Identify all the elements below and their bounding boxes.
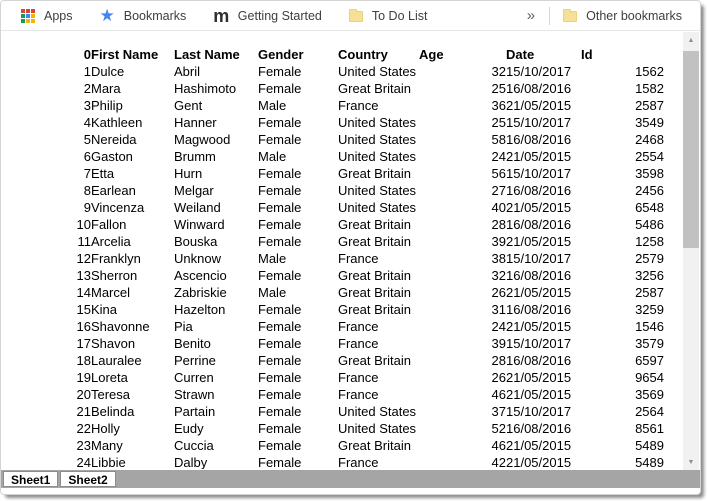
cell-age: 39 <box>491 234 506 249</box>
cell-age: 42 <box>491 455 506 469</box>
table-header-row <box>1 46 664 63</box>
cell-gender: Female <box>258 336 302 351</box>
cell-first-name: Earlean <box>91 183 136 198</box>
cell-first-name: Belinda <box>91 404 135 419</box>
cell-country: Great Britain <box>338 353 411 368</box>
bookmark-todo-list-label: To Do List <box>371 8 428 23</box>
tab-sheet2[interactable]: Sheet2 <box>60 471 115 487</box>
cell-last-name: Hurn <box>174 166 203 181</box>
cell-date: 21/05/2015 <box>506 370 572 385</box>
table-row <box>1 80 664 97</box>
cell-first-name: Mara <box>91 81 121 96</box>
scroll-down-icon[interactable]: ▼ <box>687 459 695 466</box>
table-row <box>1 403 664 420</box>
overflow-chevron-icon[interactable]: » <box>526 7 536 24</box>
cell-first-name: Vincenza <box>91 200 145 215</box>
cell-country: Great Britain <box>338 302 411 317</box>
cell-first-name: Nereida <box>91 132 137 147</box>
cell-row-index: 23 <box>76 438 91 453</box>
cell-gender: Female <box>258 438 302 453</box>
cell-gender: Female <box>258 404 302 419</box>
cell-id: 2587 <box>635 98 664 113</box>
cell-gender: Female <box>258 64 302 79</box>
cell-date: 16/08/2016 <box>506 81 572 96</box>
cell-last-name: Zabriskie <box>174 285 227 300</box>
cell-country: France <box>338 98 379 113</box>
header-gender: Gender <box>258 47 304 62</box>
cell-id: 6597 <box>635 353 664 368</box>
table-row <box>1 97 664 114</box>
cell-id: 5486 <box>635 217 664 232</box>
bookmarks-bar <box>1 1 700 31</box>
cell-age: 39 <box>491 336 506 351</box>
table-row <box>1 131 664 148</box>
cell-first-name: Sherron <box>91 268 138 283</box>
cell-gender: Female <box>258 166 302 181</box>
cell-id: 1258 <box>635 234 664 249</box>
cell-row-index: 1 <box>83 64 91 79</box>
cell-country: United States <box>338 404 417 419</box>
cell-date: 21/05/2015 <box>506 319 572 334</box>
cell-gender: Male <box>258 98 287 113</box>
cell-id: 2564 <box>635 404 664 419</box>
cell-last-name: Eudy <box>174 421 204 436</box>
cell-first-name: Gaston <box>91 149 133 164</box>
mozilla-m-icon: m <box>213 5 229 26</box>
cell-country: France <box>338 319 379 334</box>
cell-country: United States <box>338 183 417 198</box>
cell-id: 2456 <box>635 183 664 198</box>
cell-age: 46 <box>491 438 506 453</box>
cell-country: Great Britain <box>338 234 411 249</box>
table-row <box>1 199 664 216</box>
table-row <box>1 165 664 182</box>
cell-first-name: Many <box>91 438 123 453</box>
cell-gender: Male <box>258 149 287 164</box>
cell-gender: Female <box>258 387 302 402</box>
cell-date: 21/05/2015 <box>506 200 572 215</box>
cell-row-index: 5 <box>83 132 91 147</box>
cell-country: France <box>338 251 379 266</box>
cell-id: 9654 <box>635 370 664 385</box>
cell-id: 2468 <box>635 132 664 147</box>
cell-last-name: Hashimoto <box>174 81 237 96</box>
header-country: Country <box>338 47 388 62</box>
cell-row-index: 3 <box>83 98 91 113</box>
cell-last-name: Curren <box>174 370 214 385</box>
cell-row-index: 21 <box>76 404 91 419</box>
cell-row-index: 8 <box>83 183 91 198</box>
cell-gender: Female <box>258 132 302 147</box>
cell-last-name: Benito <box>174 336 211 351</box>
header-id: Id <box>581 47 593 62</box>
cell-first-name: Franklyn <box>91 251 141 266</box>
cell-country: France <box>338 387 379 402</box>
header-last-name: Last Name <box>174 47 240 62</box>
cell-country: Great Britain <box>338 217 411 232</box>
cell-country: Great Britain <box>338 268 411 283</box>
scroll-up-icon[interactable]: ▲ <box>687 37 695 44</box>
tab-sheet1[interactable]: Sheet1 <box>3 471 58 487</box>
cell-age: 26 <box>491 370 506 385</box>
cell-id: 2579 <box>635 251 664 266</box>
cell-id: 1562 <box>635 64 664 79</box>
cell-gender: Female <box>258 370 302 385</box>
cell-age: 24 <box>491 319 506 334</box>
cell-country: United States <box>338 421 417 436</box>
cell-date: 21/05/2015 <box>506 98 572 113</box>
header-age: Age <box>419 47 444 62</box>
cell-last-name: Bouska <box>174 234 218 249</box>
cell-last-name: Melgar <box>174 183 214 198</box>
cell-date: 16/08/2016 <box>506 302 572 317</box>
cell-row-index: 10 <box>76 217 91 232</box>
cell-first-name: Shavon <box>91 336 136 351</box>
vertical-scrollbar[interactable] <box>683 32 699 471</box>
table-row <box>1 114 664 131</box>
folder-icon <box>563 11 577 22</box>
cell-age: 31 <box>491 302 506 317</box>
cell-country: United States <box>338 64 417 79</box>
cell-age: 46 <box>491 387 506 402</box>
cell-last-name: Abril <box>174 64 201 79</box>
table-row <box>1 284 664 301</box>
cell-id: 2587 <box>635 285 664 300</box>
cell-first-name: Holly <box>91 421 120 436</box>
cell-id: 3549 <box>635 115 664 130</box>
bookmark-getting-started-label: Getting Started <box>237 8 322 23</box>
cell-id: 3569 <box>635 387 664 402</box>
cell-country: France <box>338 455 379 469</box>
bookmark-bookmarks[interactable] <box>99 5 187 25</box>
cell-age: 32 <box>491 64 506 79</box>
cell-last-name: Weiland <box>174 200 221 215</box>
cell-gender: Female <box>258 421 302 436</box>
cell-age: 27 <box>491 183 506 198</box>
cell-age: 28 <box>491 353 506 368</box>
cell-last-name: Ascencio <box>174 268 227 283</box>
cell-age: 58 <box>491 132 506 147</box>
cell-last-name: Partain <box>174 404 216 419</box>
table-row <box>1 216 664 233</box>
cell-gender: Female <box>258 302 302 317</box>
cell-date: 16/08/2016 <box>506 183 572 198</box>
table-row <box>1 352 664 369</box>
cell-last-name: Hanner <box>174 115 217 130</box>
table-row <box>1 182 664 199</box>
cell-row-index: 12 <box>76 251 91 266</box>
cell-row-index: 15 <box>76 302 91 317</box>
cell-row-index: 20 <box>76 387 91 402</box>
cell-first-name: Kathleen <box>91 115 143 130</box>
cell-row-index: 19 <box>76 370 91 385</box>
table-row <box>1 267 664 284</box>
cell-date: 21/05/2015 <box>506 149 572 164</box>
cell-country: France <box>338 370 379 385</box>
cell-age: 24 <box>491 149 506 164</box>
cell-date: 21/05/2015 <box>506 234 572 249</box>
cell-row-index: 7 <box>83 166 91 181</box>
table-row <box>1 335 664 352</box>
table-body <box>1 63 664 469</box>
cell-gender: Female <box>258 200 302 215</box>
cell-first-name: Loreta <box>91 370 128 385</box>
cell-row-index: 17 <box>76 336 91 351</box>
table-row <box>1 420 664 437</box>
cell-date: 21/05/2015 <box>506 455 572 469</box>
cell-date: 21/05/2015 <box>506 387 572 402</box>
cell-age: 28 <box>491 217 506 232</box>
cell-last-name: Gent <box>174 98 203 113</box>
header-row-index: 0 <box>83 47 91 62</box>
cell-last-name: Dalby <box>174 455 208 469</box>
cell-date: 15/10/2017 <box>506 166 572 181</box>
cell-id: 6548 <box>635 200 664 215</box>
cell-date: 16/08/2016 <box>506 217 572 232</box>
cell-id: 3259 <box>635 302 664 317</box>
cell-first-name: Shavonne <box>91 319 150 334</box>
cell-row-index: 9 <box>83 200 91 215</box>
cell-first-name: Etta <box>91 166 115 181</box>
table-row <box>1 369 664 386</box>
cell-gender: Female <box>258 234 302 249</box>
table-row <box>1 386 664 403</box>
cell-row-index: 24 <box>76 455 91 469</box>
table-row <box>1 454 664 469</box>
cell-first-name: Philip <box>91 98 123 113</box>
cell-gender: Female <box>258 217 302 232</box>
cell-id: 5489 <box>635 438 664 453</box>
cell-last-name: Hazelton <box>174 302 226 317</box>
bookmark-bookmarks-label: Bookmarks <box>123 8 187 23</box>
cell-date: 16/08/2016 <box>506 132 572 147</box>
cell-date: 15/10/2017 <box>506 251 572 266</box>
cell-country: Great Britain <box>338 285 411 300</box>
cell-country: Great Britain <box>338 81 411 96</box>
folder-icon <box>349 11 363 22</box>
bookmarks-bar-divider <box>549 7 550 25</box>
cell-age: 56 <box>491 166 506 181</box>
cell-first-name: Teresa <box>91 387 131 402</box>
cell-date: 15/10/2017 <box>506 115 572 130</box>
header-date: Date <box>506 47 535 62</box>
scrollbar-thumb[interactable] <box>683 51 699 248</box>
cell-gender: Female <box>258 353 302 368</box>
table-row <box>1 318 664 335</box>
cell-gender: Male <box>258 251 287 266</box>
sheet-content <box>1 32 683 469</box>
cell-country: Great Britain <box>338 166 411 181</box>
cell-date: 15/10/2017 <box>506 336 572 351</box>
cell-age: 25 <box>491 81 506 96</box>
cell-date: 16/08/2016 <box>506 353 572 368</box>
cell-id: 5489 <box>635 455 664 469</box>
cell-gender: Female <box>258 268 302 283</box>
other-bookmarks-label: Other bookmarks <box>586 8 682 23</box>
cell-country: United States <box>338 149 417 164</box>
cell-last-name: Magwood <box>174 132 231 147</box>
cell-id: 8561 <box>635 421 664 436</box>
cell-last-name: Winward <box>174 217 225 232</box>
cell-first-name: Arcelia <box>91 234 131 249</box>
cell-age: 36 <box>491 98 506 113</box>
cell-last-name: Strawn <box>174 387 215 402</box>
table-row <box>1 301 664 318</box>
table-row <box>1 233 664 250</box>
cell-row-index: 6 <box>83 149 91 164</box>
cell-age: 25 <box>491 115 506 130</box>
table-row <box>1 250 664 267</box>
header-first-name: First Name <box>91 47 159 62</box>
sheet-tab-bar <box>1 470 700 488</box>
cell-row-index: 16 <box>76 319 91 334</box>
cell-date: 16/08/2016 <box>506 421 572 436</box>
cell-last-name: Pia <box>174 319 193 334</box>
apps-grid-icon <box>21 9 35 23</box>
cell-first-name: Kina <box>91 302 118 317</box>
cell-date: 15/10/2017 <box>506 64 572 79</box>
cell-id: 1582 <box>635 81 664 96</box>
cell-gender: Female <box>258 81 302 96</box>
cell-id: 2554 <box>635 149 664 164</box>
cell-row-index: 22 <box>76 421 91 436</box>
bookmark-todo-list[interactable] <box>349 9 428 23</box>
cell-age: 26 <box>491 285 506 300</box>
table-row <box>1 437 664 454</box>
cell-id: 3256 <box>635 268 664 283</box>
cell-last-name: Brumm <box>174 149 216 164</box>
bookmark-apps-label: Apps <box>44 8 73 23</box>
cell-row-index: 14 <box>76 285 91 300</box>
cell-date: 21/05/2015 <box>506 285 572 300</box>
cell-id: 3579 <box>635 336 664 351</box>
cell-age: 52 <box>491 421 506 436</box>
cell-gender: Female <box>258 115 302 130</box>
cell-country: United States <box>338 132 417 147</box>
data-table <box>1 46 664 469</box>
cell-date: 15/10/2017 <box>506 404 572 419</box>
cell-country: United States <box>338 200 417 215</box>
cell-last-name: Perrine <box>174 353 216 368</box>
cell-age: 32 <box>491 268 506 283</box>
cell-gender: Female <box>258 455 302 469</box>
cell-last-name: Cuccia <box>174 438 214 453</box>
cell-row-index: 11 <box>77 234 91 249</box>
cell-row-index: 2 <box>83 81 91 96</box>
cell-first-name: Lauralee <box>91 353 142 368</box>
bookmark-getting-started[interactable] <box>213 5 322 26</box>
cell-id: 1546 <box>635 319 664 334</box>
table-row <box>1 148 664 165</box>
cell-gender: Male <box>258 285 287 300</box>
cell-first-name: Libbie <box>91 455 126 469</box>
cell-row-index: 4 <box>83 115 91 130</box>
cell-gender: Female <box>258 319 302 334</box>
cell-first-name: Dulce <box>91 64 125 79</box>
cell-date: 21/05/2015 <box>506 438 572 453</box>
other-bookmarks-button[interactable] <box>563 9 682 23</box>
cell-age: 40 <box>491 200 506 215</box>
cell-first-name: Fallon <box>91 217 127 232</box>
table-row <box>1 63 664 80</box>
bookmark-apps[interactable] <box>21 9 73 23</box>
cell-first-name: Marcel <box>91 285 131 300</box>
cell-age: 37 <box>491 404 506 419</box>
cell-date: 16/08/2016 <box>506 268 572 283</box>
cell-last-name: Unknow <box>174 251 221 266</box>
cell-gender: Female <box>258 183 302 198</box>
cell-row-index: 13 <box>76 268 91 283</box>
cell-country: France <box>338 336 379 351</box>
cell-id: 3598 <box>635 166 664 181</box>
cell-country: Great Britain <box>338 438 411 453</box>
cell-country: United States <box>338 115 417 130</box>
cell-row-index: 18 <box>76 353 91 368</box>
star-icon: ★ <box>99 5 115 25</box>
bookmarks-bar-right <box>527 7 682 25</box>
cell-age: 38 <box>491 251 506 266</box>
